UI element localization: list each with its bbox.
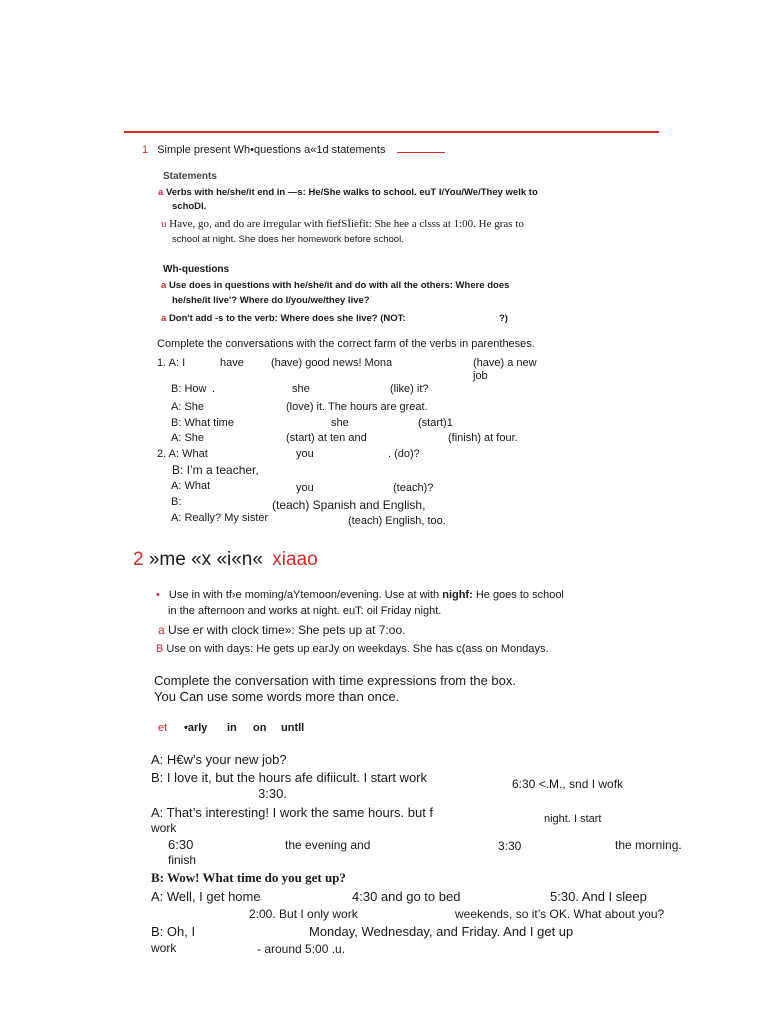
rule-text: Use in with tf›e moming/aYtemoon/evening. Use at with <box>168 589 443 601</box>
section-2-number: 2 <box>133 549 144 570</box>
dialog-line-12-a: work <box>151 941 177 955</box>
c1-a2-verb: (love) it. The hours are great. <box>286 401 428 413</box>
rule-tail: He goes to school <box>472 589 564 601</box>
header-rule <box>124 131 659 133</box>
dialog-line-2: B: I love it, but the hours afe difiicult. I start work <box>151 770 428 785</box>
whq-heading: Wh-questions <box>163 264 230 275</box>
c2-b1: B: I’m a teacher, <box>172 463 259 477</box>
whq-1-line2: he/she/it live'? Where do I/you/we/they live? <box>172 295 370 306</box>
whq-text: Don't add -s to the verb: Where does she live? (NOT: <box>168 313 406 324</box>
box-word-1: et <box>158 722 168 734</box>
box-word-3: in <box>227 722 237 734</box>
bullet: B <box>156 643 164 655</box>
whq-1-line1 <box>161 280 509 291</box>
rule-2 <box>158 623 405 637</box>
dialog-line-11-a: B: Oh, I <box>151 924 196 939</box>
dialog-line-9-b: 4:30 and go to bed <box>352 889 461 904</box>
box-word-5: untll <box>281 722 305 734</box>
section-1-title: Simple present Wh•questions a«1d statements <box>157 144 386 156</box>
c1-b1: B: How <box>171 383 207 395</box>
c1-a1-verb: (have) good news! Mona <box>271 357 393 369</box>
c1-a1-verb2: (have) a new <box>473 357 537 369</box>
bullet: a <box>161 313 167 324</box>
rule-text: Use on with days: He gets up earJy on weekdays. She has c(ass on Mondays. <box>166 643 549 655</box>
statement-text: Have, go, and do are irregular with fiefSÏiefit: She hee a clsss at 1:00. He gras to <box>169 218 524 230</box>
rule-text: Use er with clock time»: She pets up at 7:oo. <box>168 623 406 637</box>
whq-2-tail: ?) <box>499 313 508 324</box>
exercise-1-instruction: Complete the conversations with the correct farm of the verbs in parentheses. <box>157 338 535 350</box>
c1-b1-dot: . <box>212 383 216 395</box>
section-1-number: 1 <box>142 144 149 156</box>
c1-b2: B: What time <box>171 417 234 429</box>
dialog-line-6-b: the evening and <box>285 838 371 852</box>
whq-2-line1 <box>161 313 406 324</box>
c1-a3-verb2: (finish) at four. <box>448 432 518 444</box>
rule-1-line1 <box>156 589 564 601</box>
dialog-line-3: 3:30. <box>258 786 287 801</box>
c1-a3: A: She <box>171 432 205 444</box>
section-2-heading <box>133 549 318 571</box>
rule-3 <box>156 643 549 655</box>
bullet: a <box>158 187 164 198</box>
c2-a3-verb: (teach) English, too. <box>348 515 446 527</box>
c1-b2-verb: (start)1 <box>418 417 453 429</box>
c1-a1-answer: have <box>220 357 244 369</box>
dialog-line-9-a: A: Well, I get home <box>151 889 261 904</box>
box-word-4: on <box>253 722 267 734</box>
c2-a2: A: What <box>171 480 211 492</box>
c2-a1-num: 2. A: What <box>157 448 208 460</box>
statement-1-line2: schoDl. <box>172 201 207 212</box>
bullet: u <box>161 218 167 230</box>
dialog-line-8: B: Wow! What time do you get up? <box>151 870 346 885</box>
section-2-title: »me «x «i«n« <box>148 549 263 570</box>
exercise-2-instruction-2: You Can use some words more than once. <box>154 689 400 704</box>
section-2-title-red: xiaao <box>272 549 318 570</box>
rule-1-line2: in the afternoon and works at night. euT: oil Friday night. <box>168 605 442 617</box>
dialog-line-2-right: 6:30 <.M., snd I wofk <box>512 777 624 791</box>
dialog-line-6-a: 6:30 <box>168 837 194 852</box>
dialog-line-5: work <box>151 821 177 835</box>
dialog-line-9-c: 5:30. And I sleep <box>550 889 647 904</box>
c1-b1-she: she <box>292 383 310 395</box>
dialog-line-1: A: H€w’s your new job? <box>151 752 287 767</box>
dialog-line-4: A: That’s interesting! I work the same hours. but f <box>151 805 434 820</box>
c2-a3: A: Really? My sister <box>171 512 269 524</box>
c1-a1-num: 1. A: I <box>157 357 186 369</box>
bullet: a <box>161 280 167 291</box>
c1-a1-job: job <box>473 370 488 382</box>
whq-text: Use does in questions with he/she/it and do with all the others: Where does <box>168 280 510 291</box>
dialog-line-6-d: the morning. <box>615 838 682 852</box>
dialog-line-10-b: weekends, so it’s OK. What about you? <box>455 907 665 921</box>
c1-a2: A: She <box>171 401 205 413</box>
section-1-heading <box>142 142 445 156</box>
statement-2-line1 <box>161 218 524 230</box>
box-word-2: •arly <box>184 722 208 734</box>
c1-a3-verb: (start) at ten and <box>286 432 367 444</box>
bullet: a <box>158 623 165 637</box>
title-underline <box>397 142 445 153</box>
dialog-line-7: finish <box>168 853 197 867</box>
statement-1-line1 <box>158 187 538 198</box>
dialog-line-12-b: - around 5:00 .u. <box>257 942 346 956</box>
statement-2-line2: school at night. She does her homework before school. <box>172 234 404 245</box>
dialog-line-6-c: 3:30 <box>498 839 522 853</box>
rule-bold: nighf: <box>442 589 473 601</box>
dialog-line-11-b: Monday, Wednesday, and Friday. And I get up <box>309 924 574 939</box>
c2-b2: B: <box>171 496 182 508</box>
dialog-line-4-right: night. I start <box>544 813 602 825</box>
dialog-line-10-a: 2:00. But I only work <box>249 907 358 921</box>
statements-heading: Statements <box>163 171 217 182</box>
exercise-2-instruction-1: Complete the conversation with time expressions from the box. <box>154 673 517 688</box>
c2-b2-verb: (teach) Spanish and English, <box>272 498 426 512</box>
c2-a1-verb: . (do)? <box>388 448 420 460</box>
c2-a2-you: you <box>296 482 314 494</box>
bullet: • <box>156 589 160 601</box>
c2-a2-verb: (teach)? <box>393 482 434 494</box>
c1-b1-verb: (like) it? <box>390 383 429 395</box>
statement-text: Verbs with he/she/it end in —s: He/She walks to school. euT I/You/We/They welk to <box>165 187 538 198</box>
c1-b2-she: she <box>331 417 349 429</box>
c2-a1-you: you <box>296 448 314 460</box>
